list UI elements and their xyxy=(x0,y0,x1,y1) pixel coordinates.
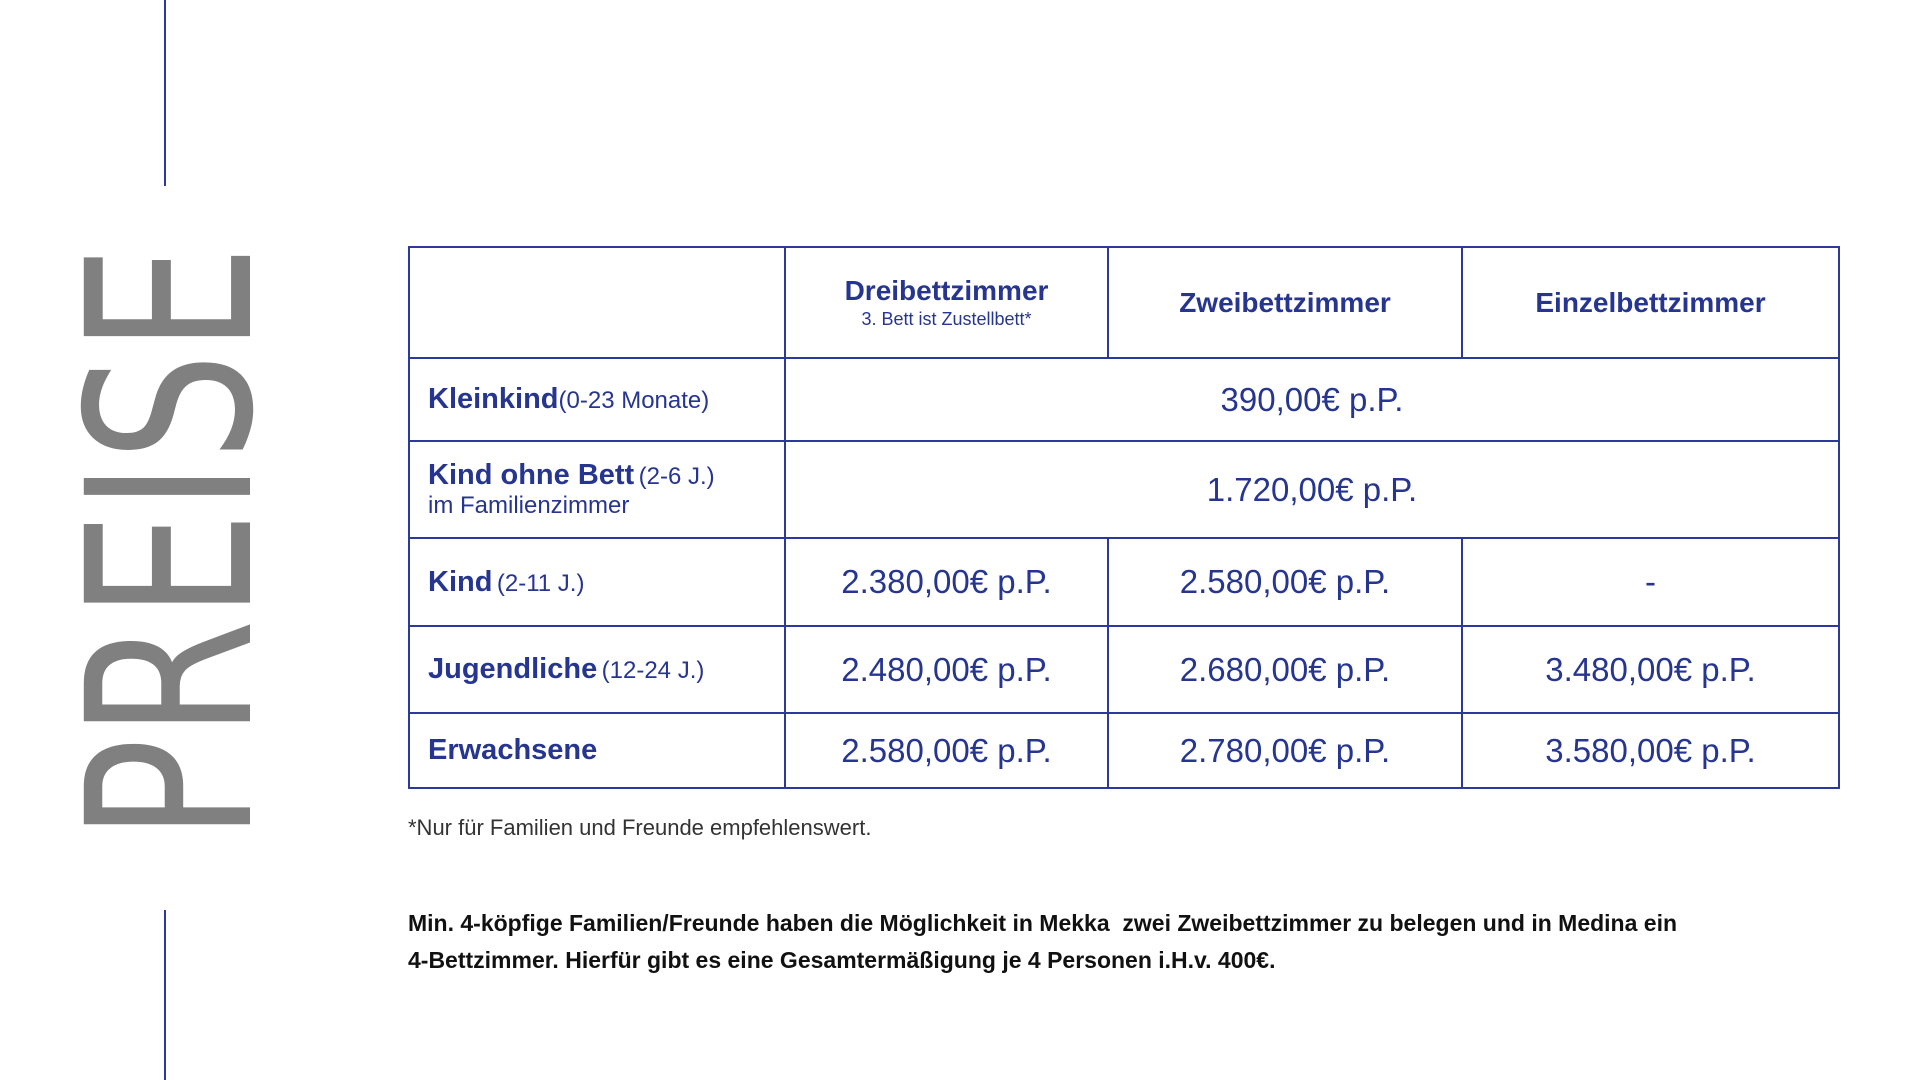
header-dreibettzimmer xyxy=(785,247,1108,358)
table-row xyxy=(409,358,1839,441)
table-row xyxy=(409,538,1839,626)
price-cell: 2.380,00€ p.P. xyxy=(785,538,1108,626)
price-cell: 2.580,00€ p.P. xyxy=(785,713,1108,788)
header-label: Einzelbettzimmer xyxy=(1535,286,1766,318)
header-zweibettzimmer xyxy=(1108,247,1462,358)
row-label-kind xyxy=(409,538,785,626)
row-label-text: Kind ohne Bett xyxy=(428,459,635,491)
row-label-kind-ohne-bett xyxy=(409,441,785,538)
header-label: Dreibettzimmer xyxy=(844,275,1049,306)
price-table xyxy=(408,246,1840,789)
row-label-note: (0-23 Monate) xyxy=(558,387,710,414)
row-label-line2: im Familienzimmer xyxy=(428,492,630,519)
table-row xyxy=(409,713,1839,788)
price-cell: 2.480,00€ p.P. xyxy=(785,626,1108,713)
price-merged: 390,00€ p.P. xyxy=(785,358,1839,441)
table-header-row xyxy=(409,247,1839,358)
price-merged: 1.720,00€ p.P. xyxy=(785,441,1839,538)
row-label-note: (2-11 J.) xyxy=(496,569,585,597)
row-label-text: Kind xyxy=(428,565,493,598)
row-label-erwachsene xyxy=(409,713,785,788)
price-cell: - xyxy=(1462,538,1839,626)
price-cell: 2.780,00€ p.P. xyxy=(1108,713,1462,788)
row-label-note: (12-24 J.) xyxy=(601,657,705,684)
header-sub-label: 3. Bett ist Zustellbett* xyxy=(861,309,1032,329)
header-empty-cell xyxy=(409,247,785,358)
price-cell: 2.580,00€ p.P. xyxy=(1108,538,1462,626)
page-title-text: PREISE xyxy=(38,45,304,841)
footnote: *Nur für Familien und Freunde empfehlenswert. xyxy=(408,815,872,840)
decorative-line-top xyxy=(164,0,166,186)
price-cell: 3.480,00€ p.P. xyxy=(1462,626,1839,713)
row-label-text: Kleinkind xyxy=(428,383,559,415)
row-label-text: Erwachsene xyxy=(428,734,598,766)
info-paragraph xyxy=(408,905,1888,979)
table-row xyxy=(409,626,1839,713)
price-cell: 3.580,00€ p.P. xyxy=(1462,713,1839,788)
info-line-1: Min. 4-köpfige Familien/Freunde haben die Möglichkeit in Mekka zwei Zweibettzimmer zu belegen und in Medina ein xyxy=(408,910,1678,936)
row-label-jugendliche xyxy=(409,626,785,713)
row-label-note: (2-6 J.) xyxy=(638,463,715,490)
info-line-2: 4-Bettzimmer. Hierfür gibt es eine Gesamtermäßigung je 4 Personen i.H.v. 400€. xyxy=(408,947,1276,973)
header-einzelbettzimmer xyxy=(1462,247,1839,358)
page-title xyxy=(38,45,304,841)
row-label-kleinkind xyxy=(409,358,785,441)
header-label: Zweibettzimmer xyxy=(1179,286,1391,318)
table-row xyxy=(409,441,1839,538)
decorative-line-bottom xyxy=(164,910,166,1080)
price-cell: 2.680,00€ p.P. xyxy=(1108,626,1462,713)
row-label-text: Jugendliche xyxy=(428,653,598,685)
